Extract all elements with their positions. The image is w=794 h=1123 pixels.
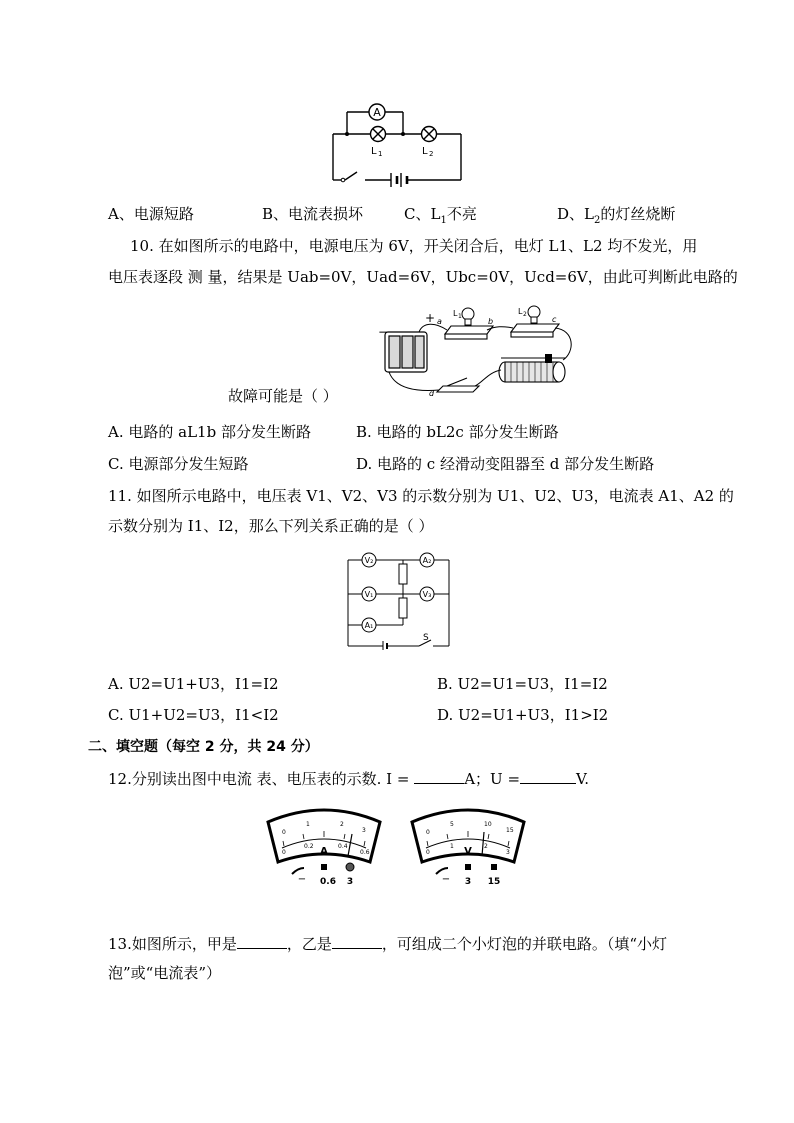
voltmeter-tick-0: 0 xyxy=(426,829,430,836)
q9-option-a: A、电源短路 xyxy=(108,205,194,223)
point-b: b xyxy=(488,317,494,326)
lamp2-label: L xyxy=(422,146,428,157)
q11-option-a: A. U2=U1+U3，I1=I2 xyxy=(108,675,279,693)
ammeter-letter: A xyxy=(320,846,328,857)
v2-label: V₂ xyxy=(364,556,374,565)
q13-stem-line2: 泡”或“电流表”） xyxy=(108,964,222,982)
voltmeter-inner-0: 0 xyxy=(426,849,430,856)
q9-option-c: C、$L_1$不亮 xyxy=(404,205,477,226)
q9-circuit-diagram xyxy=(325,98,470,190)
ammeter-terminal-06: 0.6 xyxy=(320,877,336,887)
q11-option-c: C. U1+U2=U3，I1<I2 xyxy=(108,706,279,724)
plus-label: + xyxy=(425,311,436,325)
lamp2-sub: 2 xyxy=(429,150,434,158)
minus-label: − xyxy=(378,325,389,339)
q10-option-d: D. 电路的 c 经滑动变阻器至 d 部分发生断路 xyxy=(356,455,655,473)
voltmeter-dial xyxy=(406,804,530,892)
voltmeter-tick-2: 2 xyxy=(484,843,488,850)
ammeter-label: A xyxy=(373,106,381,119)
q12-current-blank[interactable] xyxy=(414,767,464,784)
q12-stem: 12.分别读出图中电流 表、电压表的示数. I = A；U = V. xyxy=(108,767,589,789)
v3-label: V₃ xyxy=(422,590,432,599)
a2-label: A₂ xyxy=(422,556,432,565)
ammeter-tick-0.4: 0.4 xyxy=(338,843,348,850)
point-a: a xyxy=(437,317,442,326)
ammeter-tick-1: 1 xyxy=(306,821,310,828)
voltmeter-tick-15: 15 xyxy=(506,827,514,834)
lamp1-sub: 1 xyxy=(378,150,383,158)
voltmeter-letter: V xyxy=(464,846,472,857)
ammeter-terminal-neg: − xyxy=(297,874,307,885)
voltmeter-inner-end: 3 xyxy=(506,849,510,856)
q10-stem-line1: 10. 在如图所示的电路中，电源电压为 6V，开关闭合后，电灯 L1、L2 均不发光，用 xyxy=(130,237,698,255)
l2-sub: 2 xyxy=(523,311,527,318)
l2-label: L xyxy=(518,307,523,316)
ammeter-terminal-3: 3 xyxy=(346,877,354,887)
q11-option-b: B. U2=U1=U3，I1=I2 xyxy=(437,675,608,693)
q10-option-c: C. 电源部分发生短路 xyxy=(108,455,249,473)
ammeter-tick-2: 2 xyxy=(340,821,344,828)
point-c: c xyxy=(552,315,557,324)
ammeter-tick-0.2: 0.2 xyxy=(304,843,314,850)
point-d: d xyxy=(429,389,435,398)
section-title: 二、填空题（每空 2 分，共 24 分） xyxy=(88,739,319,755)
ammeter-inner-0: 0 xyxy=(282,849,286,856)
q11-option-d: D. U2=U1+U3，I1>I2 xyxy=(437,706,609,724)
q10-circuit-figure xyxy=(375,300,585,402)
l1-sub: 1 xyxy=(458,313,462,320)
q9-option-b: B、电流表损坏 xyxy=(262,205,364,223)
ammeter-tick-0: 0 xyxy=(282,829,286,836)
voltmeter-terminal-neg: − xyxy=(441,874,451,885)
voltmeter-tick-10: 10 xyxy=(484,821,492,828)
q10-stem-line3: 故障可能是（ ） xyxy=(228,387,338,405)
ammeter-inner-end: 0.6 xyxy=(360,849,370,856)
q12-voltage-blank[interactable] xyxy=(520,767,576,784)
v1-label: V₁ xyxy=(364,590,374,599)
voltmeter-terminal-15: 15 xyxy=(487,877,501,887)
q11-stem-line1: 11. 如图所示电路中，电压表 V1、V2、V3 的示数分别为 U1、U2、U3，电流表 A1、A2 的 xyxy=(108,487,734,505)
q13-stem-line1: 13.如图所示，甲是 ，乙是 ，可组成二个小灯泡的并联电路。（填“小灯 xyxy=(108,932,667,954)
switch-label: S xyxy=(423,633,429,643)
q9-option-d: D、$L_2$的灯丝烧断 xyxy=(557,205,676,226)
a1-label: A₁ xyxy=(364,621,374,630)
ammeter-tick-3: 3 xyxy=(362,827,366,834)
voltmeter-terminal-3: 3 xyxy=(464,877,472,887)
voltmeter-tick-5: 5 xyxy=(450,821,454,828)
q11-stem-line2: 示数分别为 I1、I2，那么下列关系正确的是（ ） xyxy=(108,517,434,535)
q11-circuit-diagram xyxy=(343,548,455,650)
lamp1-label: L xyxy=(371,146,377,157)
q10-stem-line2: 电压表逐段 测 量，结果是 Uab=0V，Uad=6V，Ubc=0V，Ucd=6V，由此可判断此电路的 xyxy=(108,268,738,286)
ammeter-dial xyxy=(262,804,386,892)
voltmeter-tick-1: 1 xyxy=(450,843,454,850)
l1-label: L xyxy=(453,309,458,318)
q13-yi-blank[interactable] xyxy=(332,932,382,949)
q13-jia-blank[interactable] xyxy=(237,932,287,949)
q10-option-a: A. 电路的 aL1b 部分发生断路 xyxy=(108,423,311,441)
q10-option-b: B. 电路的 bL2c 部分发生断路 xyxy=(356,423,559,441)
